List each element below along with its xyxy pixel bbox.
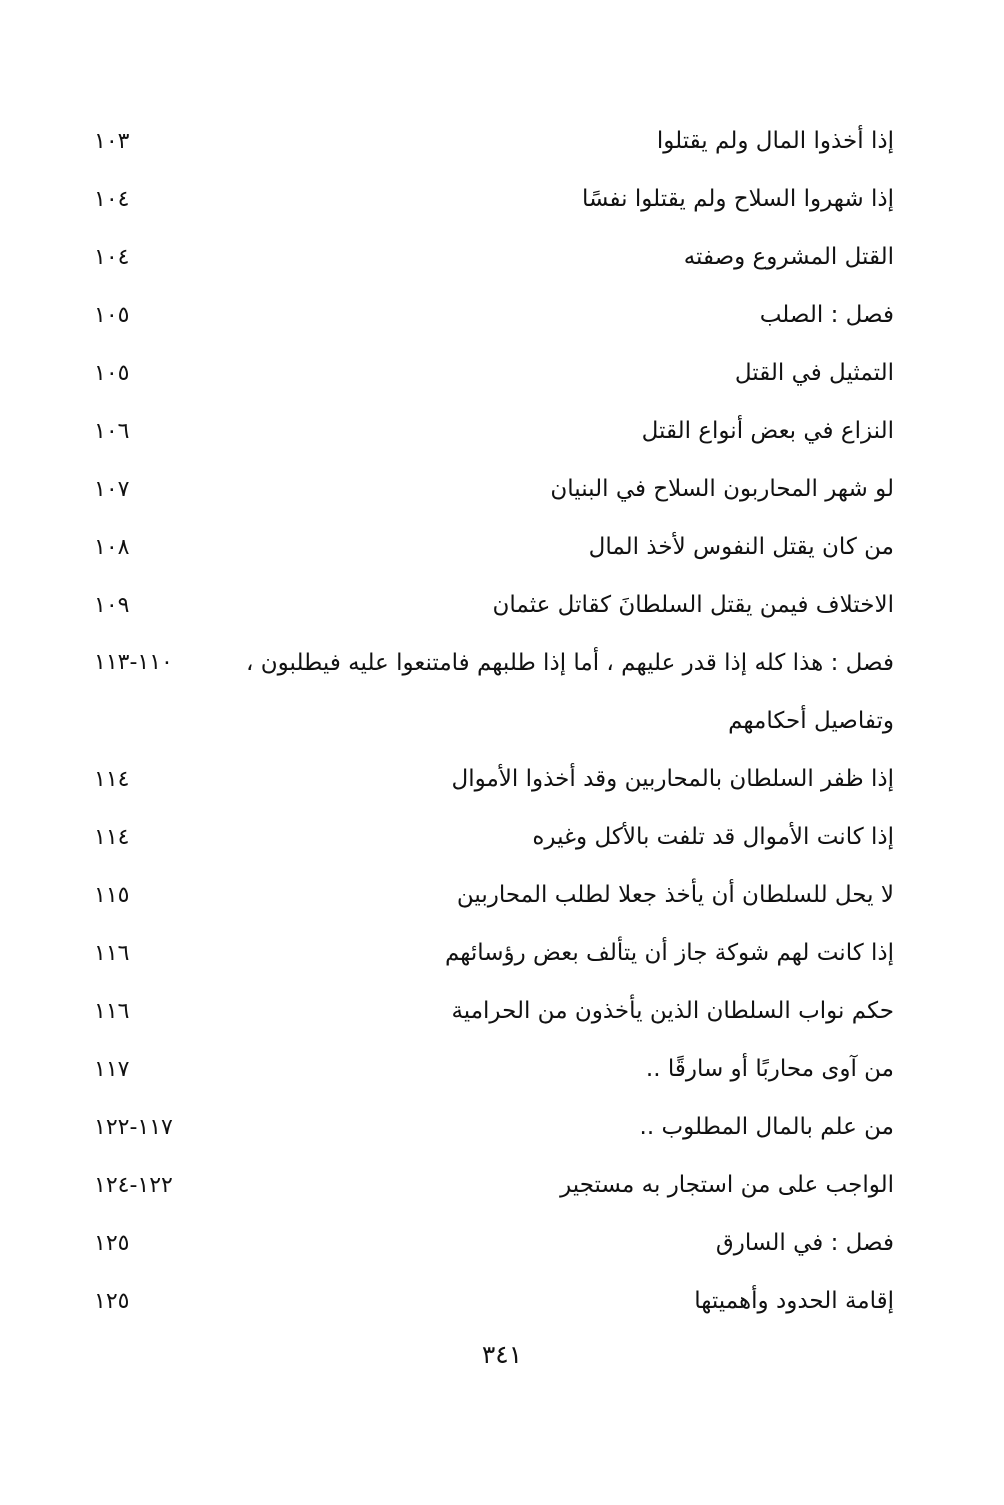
toc-entry [94, 1040, 894, 1098]
toc-entry-pages: ١١٧ [94, 1056, 130, 1082]
toc-entry-pages: ١١٦ [94, 940, 130, 966]
toc-entry [94, 228, 894, 286]
toc-entry-pages: ١١٥ [94, 882, 130, 908]
toc-entry-pages: ١١٦ [94, 998, 130, 1024]
toc-entry-title: حكم نواب السلطان الذين يأخذون من الحرامية [451, 998, 894, 1024]
toc-entry [94, 808, 894, 866]
toc-entry-title: فصل : هذا كله إذا قدر عليهم ، أما إذا طلبهم فامتنعوا عليه فيطلبون ، وتفاصيل أحكامهم [246, 650, 894, 734]
toc-entry-pages: ١٠٥ [94, 360, 130, 386]
toc-entry-pages: ١٠٨ [94, 534, 130, 560]
toc-entry-pages: ١٠٥ [94, 302, 130, 328]
toc-entry [94, 1214, 894, 1272]
toc-entry-title: إقامة الحدود وأهميتها [694, 1288, 894, 1314]
toc-entry [94, 750, 894, 808]
toc-entry [94, 576, 894, 634]
toc-entry-pages: ١٠٣ [94, 128, 130, 154]
toc-entry [94, 924, 894, 982]
toc-entry-title: لو شهر المحاربون السلاح في البنيان [550, 476, 894, 502]
toc-entry-title: القتل المشروع وصفته [683, 244, 894, 270]
toc-entry-pages: ١٢٢-١٢٤ [94, 1172, 173, 1198]
toc-entry-pages: ١١٤ [94, 824, 130, 850]
toc-entry [94, 1098, 894, 1156]
toc-entry-title: إذا كانت الأموال قد تلفت بالأكل وغيره [532, 824, 894, 850]
toc-entry-title: لا يحل للسلطان أن يأخذ جعلا لطلب المحاربين [456, 882, 894, 908]
toc-entry [94, 1156, 894, 1214]
toc-entry [94, 518, 894, 576]
toc-entry-title: إذا كانت لهم شوكة جاز أن يتألف بعض رؤسائهم [444, 940, 894, 966]
table-of-contents [94, 112, 894, 1330]
toc-entry [94, 402, 894, 460]
toc-entry-pages: ١٠٦ [94, 418, 130, 444]
toc-entry [94, 460, 894, 518]
toc-entry-title: التمثيل في القتل [734, 360, 894, 386]
toc-entry [94, 982, 894, 1040]
toc-entry-title: إذا أخذوا المال ولم يقتلوا [656, 128, 894, 154]
toc-entry-title: من كان يقتل النفوس لأخذ المال [588, 534, 894, 560]
toc-entry [94, 112, 894, 170]
toc-entry-title: فصل : الصلب [759, 302, 894, 328]
toc-entry-title: الاختلاف فيمن يقتل السلطانَ كقاتل عثمان [492, 592, 894, 618]
toc-entry [94, 866, 894, 924]
toc-entry-pages: ١١٠-١١٣ [94, 650, 173, 675]
toc-entry [94, 286, 894, 344]
toc-entry-title: إذا شهروا السلاح ولم يقتلوا نفسًا [582, 186, 894, 212]
toc-entry-title: من آوى محاربًا أو سارقًا .. [645, 1056, 894, 1082]
toc-entry-pages: ١٢٥ [94, 1288, 130, 1314]
toc-entry-pages: ١٠٩ [94, 592, 130, 618]
toc-entry-title: الواجب على من استجار به مستجير [560, 1172, 894, 1198]
toc-entry-title: إذا ظفر السلطان بالمحاربين وقد أخذوا الأموال [451, 766, 894, 792]
toc-entry-pages: ١٠٧ [94, 476, 130, 502]
page-number: ٣٤١ [481, 1340, 523, 1369]
toc-entry-pages: ١٢٥ [94, 1230, 130, 1256]
toc-entry [94, 634, 894, 750]
toc-entry-title: فصل : في السارق [715, 1230, 894, 1256]
toc-entry [94, 170, 894, 228]
toc-entry-pages: ١٠٤ [94, 186, 130, 212]
toc-entry [94, 344, 894, 402]
toc-entry-title: النزاع في بعض أنواع القتل [641, 418, 894, 444]
toc-entry-pages: ١١٧-١٢٢ [94, 1114, 173, 1140]
toc-entry-title: من علم بالمال المطلوب .. [639, 1114, 894, 1140]
toc-entry-pages: ١٠٤ [94, 244, 130, 270]
toc-entry [94, 1272, 894, 1330]
toc-entry-pages: ١١٤ [94, 766, 130, 792]
